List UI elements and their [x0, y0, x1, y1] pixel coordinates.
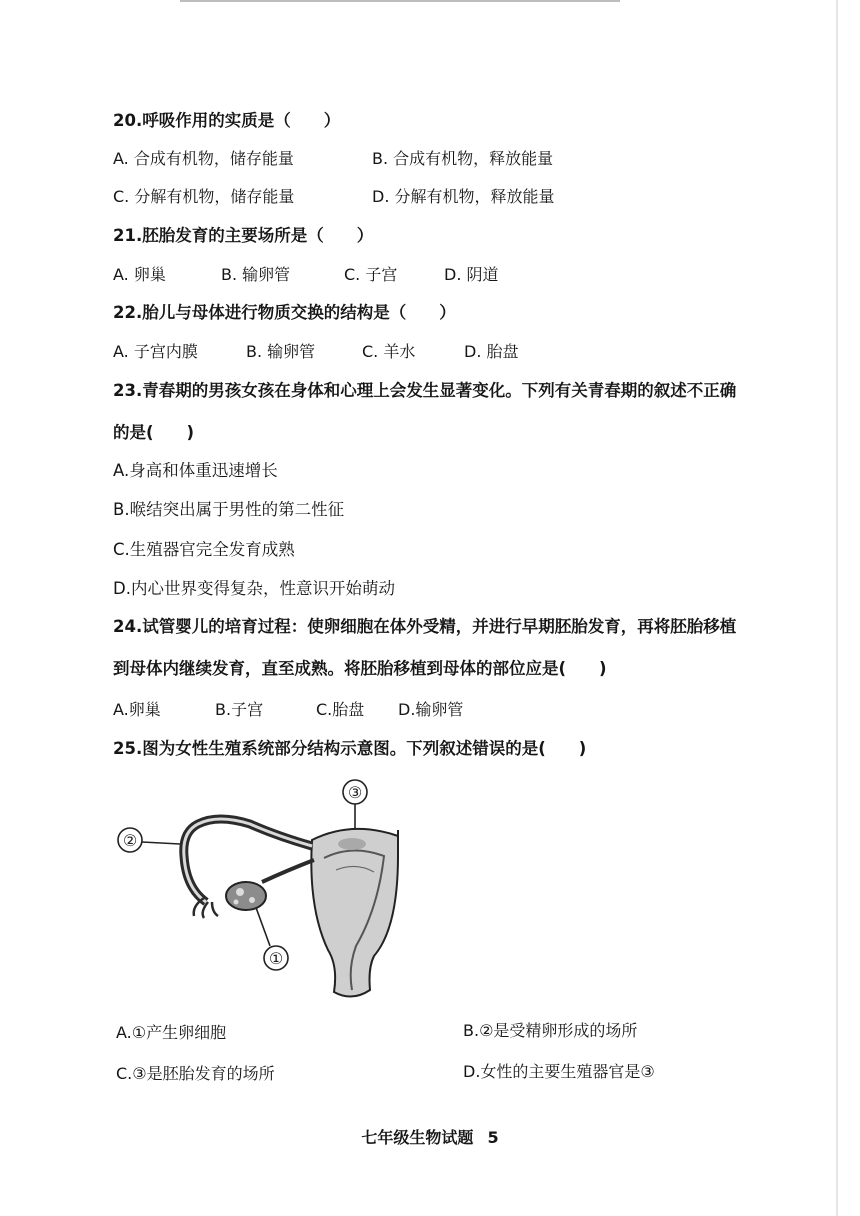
question-23-stem-line1: 23.青春期的男孩女孩在身体和心理上会发生显著变化。下列有关青春期的叙述不正确	[113, 381, 737, 400]
q24-option-d: D.输卵管	[398, 700, 464, 719]
q20-option-a: A. 合成有机物，储存能量	[113, 149, 294, 168]
q23-option-c: C.生殖器官完全发育成熟	[113, 540, 295, 559]
q23-option-d: D.内心世界变得复杂，性意识开始萌动	[113, 579, 395, 598]
label-2-text: ②	[122, 831, 138, 850]
scan-edge-top	[180, 0, 620, 2]
question-20-stem: 20.呼吸作用的实质是（ ）	[113, 111, 341, 130]
q24-option-a: A.卵巢	[113, 700, 161, 719]
q21-option-b: B. 输卵管	[221, 265, 291, 284]
question-23-stem-line2: 的是( )	[113, 423, 195, 442]
q22-option-c: C. 羊水	[362, 342, 416, 361]
female-reproductive-system-diagram	[112, 778, 412, 1010]
label-3-text: ③	[347, 783, 363, 802]
q22-option-b: B. 输卵管	[246, 342, 316, 361]
q20-option-c: C. 分解有机物，储存能量	[113, 187, 295, 206]
q23-option-a: A.身高和体重迅速增长	[113, 461, 278, 480]
q21-option-a: A. 卵巢	[113, 265, 166, 284]
q25-option-c: C.③是胚胎发育的场所	[116, 1064, 275, 1083]
q23-option-b: B.喉结突出属于男性的第二性征	[113, 500, 345, 519]
q25-option-a: A.①产生卵细胞	[116, 1023, 227, 1042]
q21-option-d: D. 阴道	[444, 265, 499, 284]
q24-option-c: C.胎盘	[316, 700, 365, 719]
q25-option-d: D.女性的主要生殖器官是③	[463, 1062, 655, 1081]
question-24-stem-line1: 24.试管婴儿的培育过程：使卵细胞在体外受精，并进行早期胚胎发育，再将胚胎移植	[113, 617, 737, 636]
q20-option-d: D. 分解有机物，释放能量	[372, 187, 555, 206]
question-22-stem: 22.胎儿与母体进行物质交换的结构是（ ）	[113, 303, 456, 322]
page-footer	[0, 1125, 860, 1148]
q20-option-b: B. 合成有机物，释放能量	[372, 149, 554, 168]
label-1-text: ①	[268, 949, 284, 968]
q21-option-c: C. 子宫	[344, 265, 398, 284]
scan-edge-right	[836, 0, 838, 1216]
page-number: 5	[487, 1128, 499, 1147]
q25-option-b: B.②是受精卵形成的场所	[463, 1021, 638, 1040]
q24-option-b: B.子宫	[215, 700, 264, 719]
uterus-shape	[311, 829, 398, 997]
question-21-stem: 21.胚胎发育的主要场所是（ ）	[113, 226, 374, 245]
question-25-stem: 25.图为女性生殖系统部分结构示意图。下列叙述错误的是( )	[113, 739, 587, 758]
footer-title: 七年级生物试题	[361, 1128, 474, 1147]
q22-option-d: D. 胎盘	[464, 342, 519, 361]
q22-option-a: A. 子宫内膜	[113, 342, 198, 361]
ovary-shape	[226, 882, 266, 910]
question-24-stem-line2: 到母体内继续发育，直至成熟。将胚胎移植到母体的部位应是( )	[113, 659, 607, 678]
